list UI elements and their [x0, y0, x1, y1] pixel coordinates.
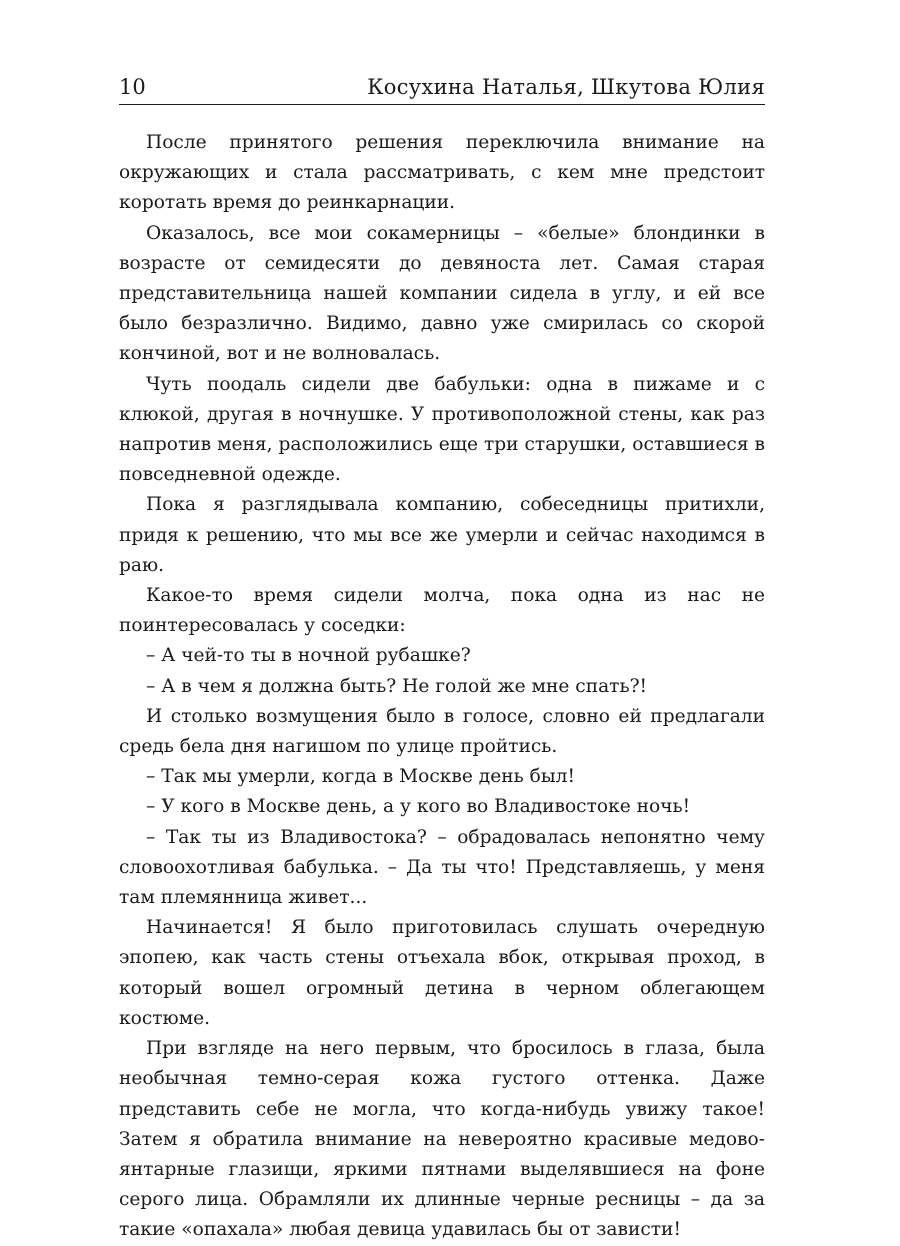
paragraph: Оказалось, все мои сокамерницы – «белые» блондинки в возрасте от семидесяти до девяноста лет. Самая старая представительница нашей компании сидела в углу, и ей все было безразлично. Видимо, давно уже смирилась со скорой кончиной, вот и не волновалась.	[119, 222, 765, 365]
dialogue-line: – Так мы умерли, когда в Москве день был!	[146, 766, 575, 788]
dialogue-line: – Так ты из Владивостока? – обрадовалась непонятно чему словоохотливая бабулька. – Да ты что! Представляешь, у меня там племянница живет...	[119, 826, 765, 909]
dialogue-line: – А чей-то ты в ночной рубашке?	[146, 645, 471, 667]
paragraph: Какое-то время сидели молча, пока одна из нас не поинтересовалась у соседки:	[119, 585, 765, 637]
page-body	[119, 128, 765, 1246]
running-header	[119, 66, 765, 100]
header-rule	[119, 104, 765, 105]
paragraph: И столько возмущения было в голосе, словно ей предлагали средь бела дня нагишом по улице пройтись.	[119, 705, 765, 758]
paragraph: Чуть поодаль сидели две бабульки: одна в пижаме и с клюкой, другая в ночнушке. У противоположной стены, как раз напротив меня, расположились еще три старушки, оставшиеся в повседневной одежде.	[119, 373, 765, 486]
paragraph: При взгляде на него первым, что бросилось в глаза, была необычная темно-серая кожа густого оттенка. Даже представить себе не могла, что когда-нибудь увижу такое! Затем я обратила внимание на невероятно красивые медово-янтарные глазищи, яркими пятнами выделявшиеся на фоне серого лица. Обрамляли их длинные черные ресницы – да за такие «опахала» любая девица удавилась бы от зависти!	[119, 1038, 765, 1241]
page-number: 10	[119, 75, 146, 99]
paragraph: После принятого решения переключила внимание на окружающих и стала рассматривать, с кем мне предстоит коротать время до реинкарнации.	[119, 132, 765, 214]
dialogue-line: – А в чем я должна быть? Не голой же мне спать?!	[146, 675, 648, 697]
dialogue-line: – У кого в Москве день, а у кого во Владивостоке ночь!	[146, 796, 691, 818]
paragraph: Пока я разглядывала компанию, собеседницы притихли, придя к решению, что мы все же умерли и сейчас находимся в раю.	[119, 494, 765, 576]
running-title-authors: Косухина Наталья, Шкутова Юлия	[367, 75, 765, 99]
paragraph: Начинается! Я было приготовилась слушать очередную эпопею, как часть стены отъехала вбок, открывая проход, в который вошел огромный детина в черном облегающем костюме.	[119, 917, 765, 1029]
